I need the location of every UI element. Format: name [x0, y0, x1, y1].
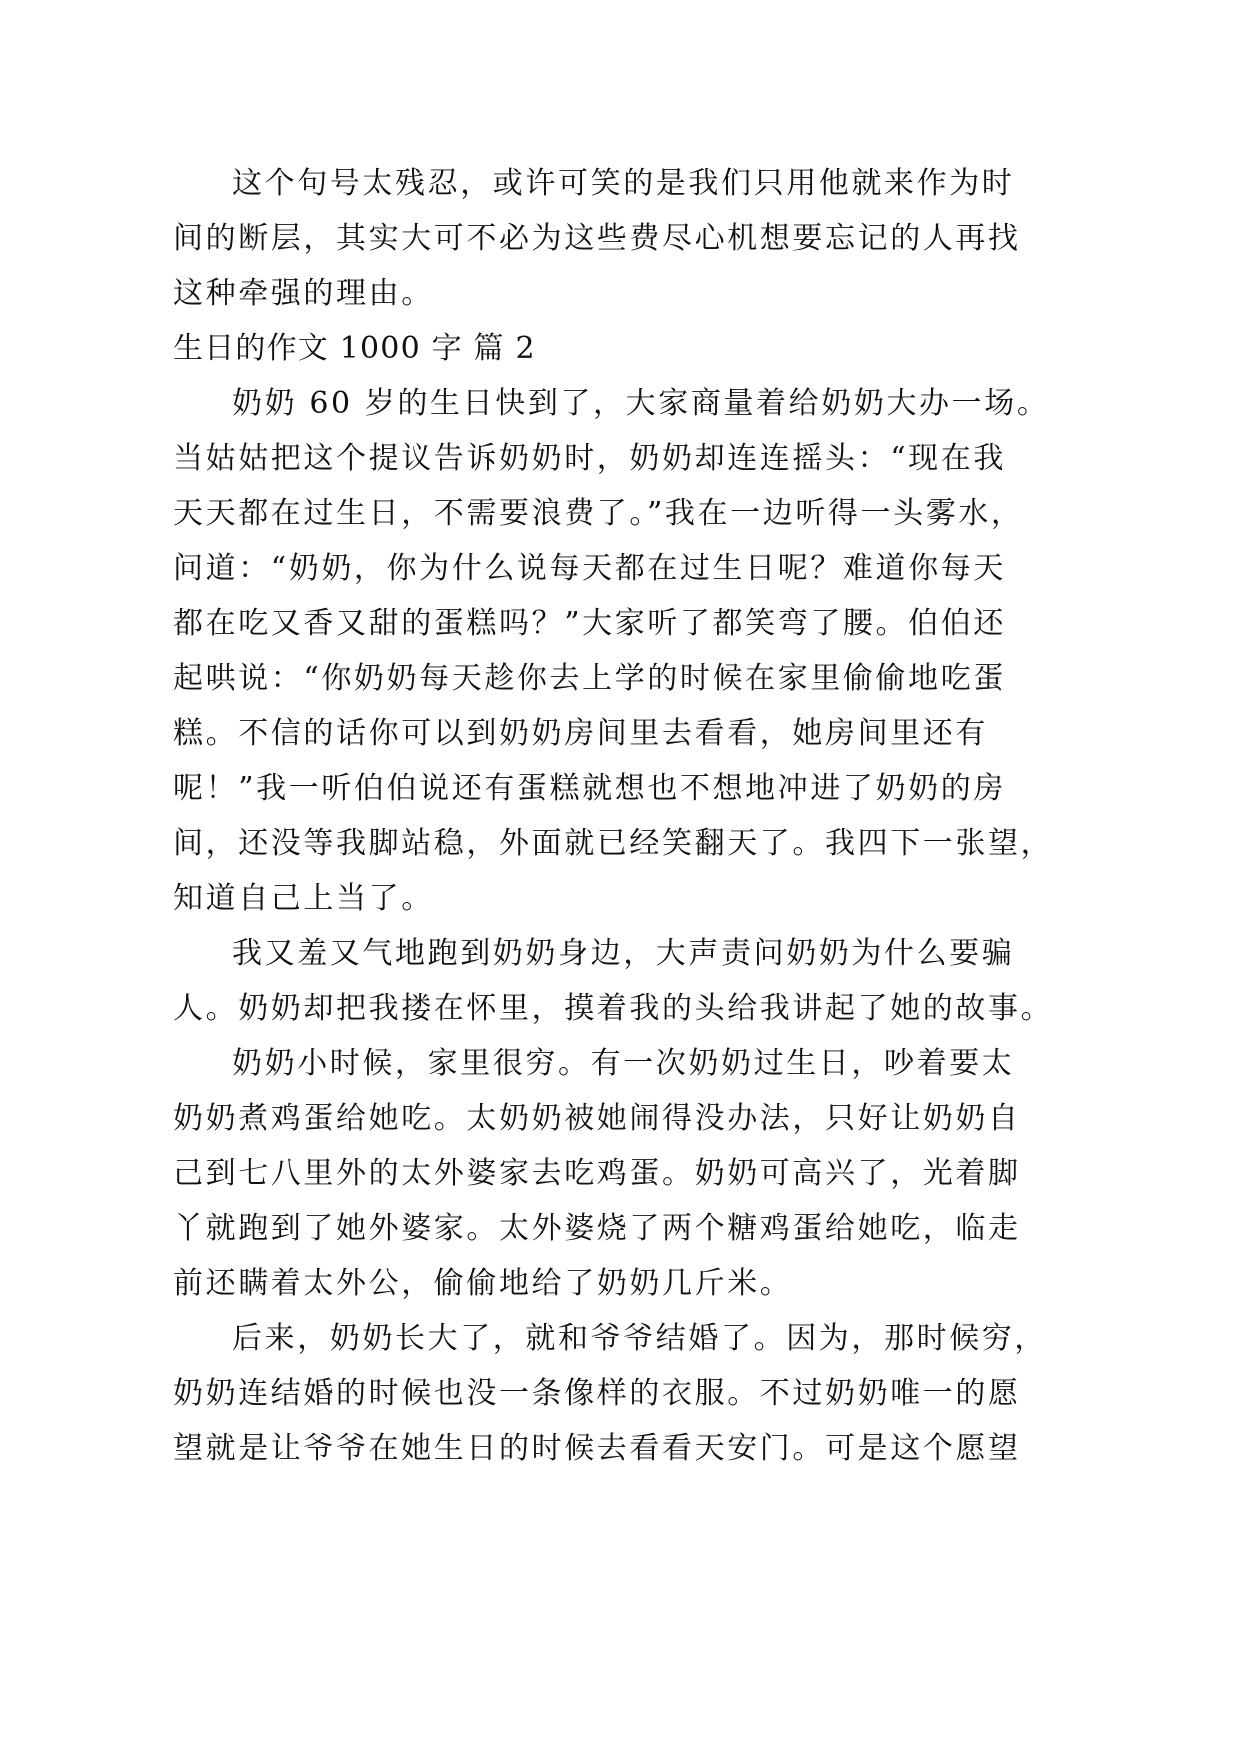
text-line: 奶奶连结婚的时候也没一条像样的衣服。不过奶奶唯一的愿: [173, 1376, 1021, 1411]
text-line: 奶奶煮鸡蛋给她吃。太奶奶被她闹得没办法，只好让奶奶自: [173, 1101, 1021, 1136]
text-line: 起哄说：“你奶奶每天趁你去上学的时候在家里偷偷地吃蛋: [173, 661, 1006, 696]
text-line: 己到七八里外的太外婆家去吃鸡蛋。奶奶可高兴了，光着脚: [173, 1156, 1021, 1191]
text-line: 丫就跑到了她外婆家。太外婆烧了两个糖鸡蛋给她吃，临走: [173, 1211, 1021, 1246]
text-line: 当姑姑把这个提议告诉奶奶时，奶奶却连连摇头：“现在我: [173, 441, 1006, 476]
text-line: 奶奶 60 岁的生日快到了，大家商量着给奶奶大办一场。: [232, 386, 1050, 421]
text-line: 前还瞒着太外公，偷偷地给了奶奶几斤米。: [173, 1266, 793, 1301]
text-line: 糕。不信的话你可以到奶奶房间里去看看，她房间里还有: [173, 716, 988, 751]
text-line: 后来，奶奶长大了，就和爷爷结婚了。因为，那时候穷，: [232, 1321, 1047, 1356]
text-line: 问道：“奶奶，你为什么说每天都在过生日呢？难道你每天: [173, 551, 1006, 586]
text-line: 我又羞又气地跑到奶奶身边，大声责问奶奶为什么要骗: [232, 936, 1015, 971]
text-line: 这种牵强的理由。: [173, 276, 434, 311]
section-heading: 生日的作文 1000 字 篇 2: [173, 331, 536, 366]
text-line: 这个句号太残忍，或许可笑的是我们只用他就来作为时: [232, 166, 1015, 201]
text-line: 人。奶奶却把我搂在怀里，摸着我的头给我讲起了她的故事。: [173, 991, 1054, 1026]
text-line: 都在吃又香又甜的蛋糕吗？”大家听了都笑弯了腰。伯伯还: [173, 606, 1006, 641]
text-line: 天天都在过生日，不需要浪费了。”我在一边听得一头雾水，: [173, 496, 1024, 531]
text-line: 奶奶小时候，家里很穷。有一次奶奶过生日，吵着要太: [232, 1046, 1015, 1081]
text-line: 间的断层，其实大可不必为这些费尽心机想要忘记的人再找: [173, 221, 1021, 256]
text-line: 呢！”我一听伯伯说还有蛋糕就想也不想地冲进了奶奶的房: [173, 771, 1006, 806]
text-line: 望就是让爷爷在她生日的时候去看看天安门。可是这个愿望: [173, 1431, 1021, 1466]
text-line: 知道自己上当了。: [173, 881, 434, 916]
text-line: 间，还没等我脚站稳，外面就已经笑翻天了。我四下一张望，: [173, 826, 1054, 861]
